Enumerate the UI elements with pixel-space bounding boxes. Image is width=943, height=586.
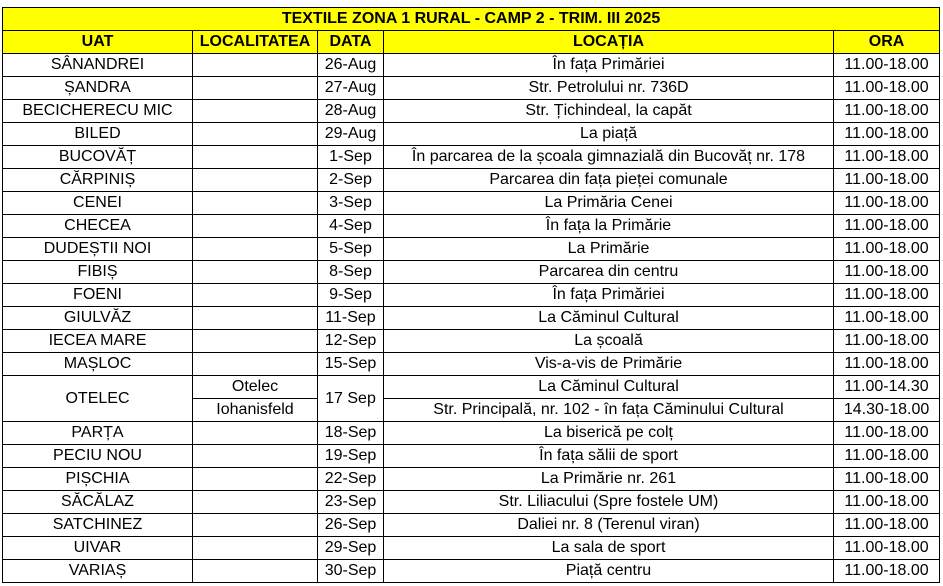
header-data: DATA [318,31,384,54]
cell-localitatea: Otelec [193,376,318,399]
cell-data: 8-Sep [318,261,384,284]
cell-localitatea [193,77,318,100]
table-row [3,307,940,330]
table-row [3,491,940,514]
cell-uat: FIBIȘ [3,261,193,284]
cell-data: 29-Aug [318,123,384,146]
table-row [3,284,940,307]
cell-ora: 11.00-18.00 [834,422,940,445]
cell-locatia: În parcarea de la școala gimnazială din Bucovăț nr. 178 [384,146,834,169]
table-row [3,330,940,353]
cell-ora: 11.00-18.00 [834,123,940,146]
header-ora: ORA [834,31,940,54]
cell-data: 3-Sep [318,192,384,215]
cell-ora: 11.00-18.00 [834,307,940,330]
cell-locatia: În fața Primăriei [384,54,834,77]
cell-data: 9-Sep [318,284,384,307]
cell-uat: CENEI [3,192,193,215]
cell-localitatea [193,537,318,560]
table-body-before [3,54,940,376]
table-row [3,422,940,445]
cell-localitatea [193,192,318,215]
cell-data: 28-Aug [318,100,384,123]
table-row [3,100,940,123]
cell-locatia: Str. Principală, nr. 102 - în fața Căminului Cultural [384,399,834,422]
cell-data: 15-Sep [318,353,384,376]
cell-ora: 11.00-18.00 [834,491,940,514]
table-row [3,215,940,238]
cell-data: 19-Sep [318,445,384,468]
cell-data: 17 Sep [318,376,384,422]
title-row [3,8,940,31]
cell-ora: 11.00-18.00 [834,77,940,100]
table-row [3,238,940,261]
table-row [3,353,940,376]
cell-locatia: Parcarea din fața pieței comunale [384,169,834,192]
cell-ora: 11.00-18.00 [834,353,940,376]
cell-locatia: La piață [384,123,834,146]
cell-ora: 11.00-18.00 [834,330,940,353]
table-row [3,169,940,192]
cell-data: 23-Sep [318,491,384,514]
cell-uat: VARIAȘ [3,560,193,583]
cell-ora: 11.00-18.00 [834,215,940,238]
cell-locatia: Piață centru [384,560,834,583]
cell-uat: FOENI [3,284,193,307]
cell-locatia: Str. Liliacului (Spre fostele UM) [384,491,834,514]
cell-locatia: În fața sălii de sport [384,445,834,468]
cell-localitatea: Iohanisfeld [193,399,318,422]
table-row [3,514,940,537]
cell-locatia: Str. Petrolului nr. 736D [384,77,834,100]
cell-uat: BECICHERECU MIC [3,100,193,123]
cell-locatia: Str. Țichindeal, la capăt [384,100,834,123]
cell-uat: GIULVĂZ [3,307,193,330]
cell-uat: CĂRPINIȘ [3,169,193,192]
table-body-otelec [3,376,940,422]
cell-data: 26-Aug [318,54,384,77]
cell-locatia: La biserică pe colț [384,422,834,445]
cell-uat: OTELEC [3,376,193,422]
cell-data: 30-Sep [318,560,384,583]
cell-localitatea [193,123,318,146]
header-localitatea: LOCALITATEA [193,31,318,54]
cell-localitatea [193,422,318,445]
table-row [3,560,940,583]
cell-locatia: Daliei nr. 8 (Terenul viran) [384,514,834,537]
table-row [3,537,940,560]
cell-data: 12-Sep [318,330,384,353]
cell-localitatea [193,215,318,238]
cell-uat: ȘANDRA [3,77,193,100]
schedule-table [2,7,940,583]
table-row [3,54,940,77]
cell-locatia: La Primărie nr. 261 [384,468,834,491]
cell-locatia: La Primăria Cenei [384,192,834,215]
table-row [3,376,940,399]
cell-localitatea [193,54,318,77]
cell-uat: PARȚA [3,422,193,445]
cell-locatia: La școală [384,330,834,353]
table-row [3,77,940,100]
cell-data: 11-Sep [318,307,384,330]
cell-localitatea [193,353,318,376]
cell-localitatea [193,169,318,192]
cell-data: 5-Sep [318,238,384,261]
cell-localitatea [193,261,318,284]
table-row [3,123,940,146]
cell-localitatea [193,330,318,353]
cell-localitatea [193,146,318,169]
table-row [3,261,940,284]
table-row [3,468,940,491]
cell-localitatea [193,284,318,307]
cell-ora: 11.00-18.00 [834,560,940,583]
cell-ora: 11.00-18.00 [834,169,940,192]
cell-locatia: La Căminul Cultural [384,376,834,399]
cell-localitatea [193,100,318,123]
cell-uat: IECEA MARE [3,330,193,353]
table-row [3,146,940,169]
cell-data: 4-Sep [318,215,384,238]
cell-uat: BILED [3,123,193,146]
cell-data: 18-Sep [318,422,384,445]
table-row [3,192,940,215]
cell-ora: 11.00-18.00 [834,54,940,77]
cell-uat: SATCHINEZ [3,514,193,537]
cell-localitatea [193,307,318,330]
table-body-after [3,422,940,583]
cell-data: 2-Sep [318,169,384,192]
cell-ora: 11.00-18.00 [834,146,940,169]
cell-ora: 11.00-18.00 [834,192,940,215]
cell-uat: BUCOVĂȚ [3,146,193,169]
cell-ora: 11.00-18.00 [834,514,940,537]
cell-ora: 14.30-18.00 [834,399,940,422]
cell-data: 29-Sep [318,537,384,560]
cell-uat: SÂNANDREI [3,54,193,77]
cell-ora: 11.00-18.00 [834,261,940,284]
cell-ora: 11.00-18.00 [834,468,940,491]
cell-locatia: Vis-a-vis de Primărie [384,353,834,376]
cell-locatia: Parcarea din centru [384,261,834,284]
cell-uat: UIVAR [3,537,193,560]
cell-data: 1-Sep [318,146,384,169]
header-locatia: LOCAȚIA [384,31,834,54]
cell-ora: 11.00-18.00 [834,537,940,560]
cell-ora: 11.00-18.00 [834,284,940,307]
cell-ora: 11.00-18.00 [834,100,940,123]
cell-data: 27-Aug [318,77,384,100]
sheet-title: TEXTILE ZONA 1 RURAL - CAMP 2 - TRIM. III 2025 [3,8,940,31]
header-uat: UAT [3,31,193,54]
cell-locatia: În fața la Primărie [384,215,834,238]
cell-data: 26-Sep [318,514,384,537]
cell-uat: PIȘCHIA [3,468,193,491]
cell-localitatea [193,238,318,261]
cell-localitatea [193,468,318,491]
cell-localitatea [193,445,318,468]
table-row [3,445,940,468]
header-row [3,31,940,54]
cell-data: 22-Sep [318,468,384,491]
cell-ora: 11.00-18.00 [834,238,940,261]
cell-locatia: La Primărie [384,238,834,261]
cell-ora: 11.00-14.30 [834,376,940,399]
cell-locatia: În fața Primăriei [384,284,834,307]
cell-uat: DUDEȘTII NOI [3,238,193,261]
cell-localitatea [193,514,318,537]
cell-localitatea [193,560,318,583]
cell-uat: PECIU NOU [3,445,193,468]
cell-ora: 11.00-18.00 [834,445,940,468]
cell-locatia: La sala de sport [384,537,834,560]
cell-uat: SĂCĂLAZ [3,491,193,514]
cell-localitatea [193,491,318,514]
cell-uat: CHECEA [3,215,193,238]
cell-locatia: La Căminul Cultural [384,307,834,330]
cell-uat: MAȘLOC [3,353,193,376]
